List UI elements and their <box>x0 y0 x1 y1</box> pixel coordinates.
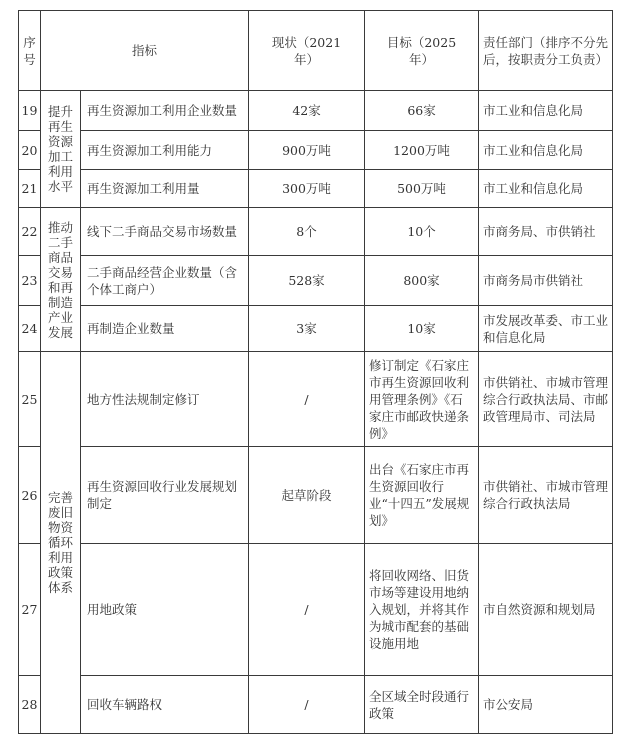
indicator-cell: 二手商品经营企业数量（含个体工商户） <box>81 256 249 306</box>
table-row <box>19 91 613 131</box>
target-cell: 1200万吨 <box>365 131 479 170</box>
table-row <box>19 544 613 676</box>
target-cell: 将回收网络、旧货市场等建设用地纳入规划，并将其作为城市配套的基础设施用地 <box>365 544 479 676</box>
status-cell: 3家 <box>249 306 365 352</box>
row-number: 27 <box>19 544 41 676</box>
table-row <box>19 256 613 306</box>
dept-cell: 市商务局、市供销社 <box>479 208 613 256</box>
dept-cell: 市商务局市供销社 <box>479 256 613 306</box>
table-row <box>19 306 613 352</box>
target-cell: 500万吨 <box>365 170 479 208</box>
indicator-cell: 再生资源加工利用量 <box>81 170 249 208</box>
indicator-cell: 再生资源回收行业发展规划制定 <box>81 447 249 544</box>
category-cell: 完善废旧物资循环利用政策体系 <box>41 352 81 734</box>
dept-cell: 市发展改革委、市工业和信息化局 <box>479 306 613 352</box>
status-cell: / <box>249 544 365 676</box>
indicator-cell: 地方性法规制定修订 <box>81 352 249 447</box>
header-seq: 序号 <box>19 11 41 91</box>
status-cell: / <box>249 676 365 734</box>
table-row <box>19 170 613 208</box>
row-number: 26 <box>19 447 41 544</box>
status-cell: 8个 <box>249 208 365 256</box>
status-cell: 528家 <box>249 256 365 306</box>
target-cell: 10家 <box>365 306 479 352</box>
dept-cell: 市自然资源和规划局 <box>479 544 613 676</box>
dept-cell: 市工业和信息化局 <box>479 170 613 208</box>
table-row <box>19 352 613 447</box>
dept-cell: 市工业和信息化局 <box>479 91 613 131</box>
category-cell: 推动二手商品交易和再制造产业发展 <box>41 208 81 352</box>
header-status: 现状（2021年） <box>249 11 365 91</box>
header-dept: 责任部门（排序不分先后，按职责分工负责） <box>479 11 613 91</box>
row-number: 25 <box>19 352 41 447</box>
table-row <box>19 208 613 256</box>
table-row <box>19 676 613 734</box>
row-number: 28 <box>19 676 41 734</box>
target-cell: 出台《石家庄市再生资源回收行业“十四五”发展规划》 <box>365 447 479 544</box>
row-number: 20 <box>19 131 41 170</box>
dept-cell: 市供销社、市城市管理综合行政执法局、市邮政管理局市、司法局 <box>479 352 613 447</box>
indicator-table <box>18 10 613 734</box>
table-row <box>19 447 613 544</box>
indicator-cell: 再生资源加工利用能力 <box>81 131 249 170</box>
header-indicator: 指标 <box>41 11 249 91</box>
table-row <box>19 131 613 170</box>
row-number: 24 <box>19 306 41 352</box>
dept-cell: 市公安局 <box>479 676 613 734</box>
row-number: 19 <box>19 91 41 131</box>
target-cell: 10个 <box>365 208 479 256</box>
dept-cell: 市工业和信息化局 <box>479 131 613 170</box>
status-cell: 42家 <box>249 91 365 131</box>
target-cell: 66家 <box>365 91 479 131</box>
row-number: 21 <box>19 170 41 208</box>
status-cell: / <box>249 352 365 447</box>
header-row <box>19 11 613 91</box>
row-number: 23 <box>19 256 41 306</box>
indicator-cell: 用地政策 <box>81 544 249 676</box>
indicator-cell: 再生资源加工利用企业数量 <box>81 91 249 131</box>
target-cell: 全区域全时段通行政策 <box>365 676 479 734</box>
target-cell: 修订制定《石家庄市再生资源回收利用管理条例》《石家庄市邮政快递条例》 <box>365 352 479 447</box>
dept-cell: 市供销社、市城市管理综合行政执法局 <box>479 447 613 544</box>
indicator-cell: 再制造企业数量 <box>81 306 249 352</box>
status-cell: 起草阶段 <box>249 447 365 544</box>
target-cell: 800家 <box>365 256 479 306</box>
category-cell: 提升再生资源加工利用水平 <box>41 91 81 208</box>
header-target: 目标（2025年） <box>365 11 479 91</box>
indicator-cell: 回收车辆路权 <box>81 676 249 734</box>
indicator-cell: 线下二手商品交易市场数量 <box>81 208 249 256</box>
status-cell: 900万吨 <box>249 131 365 170</box>
status-cell: 300万吨 <box>249 170 365 208</box>
row-number: 22 <box>19 208 41 256</box>
